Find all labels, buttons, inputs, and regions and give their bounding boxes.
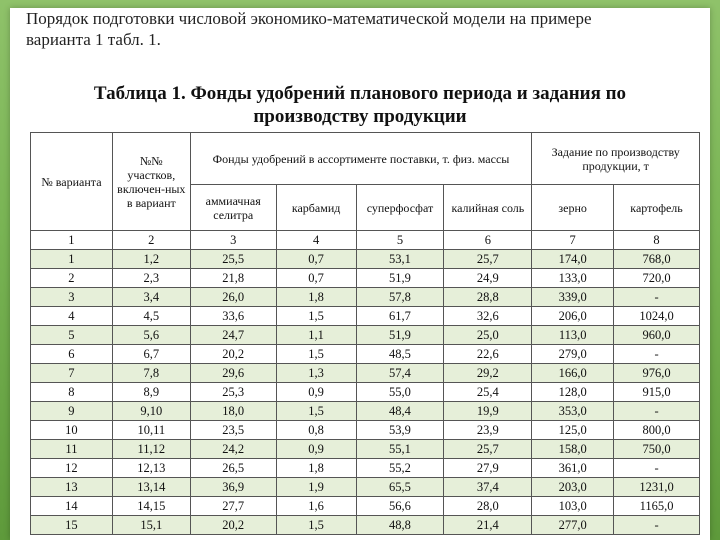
table-cell: 55,2 [356,459,444,478]
table-row [31,478,700,497]
table-cell: - [614,402,700,421]
table-cell: 1,2 [112,250,190,269]
table-cell: 768,0 [614,250,700,269]
table-cell: 125,0 [532,421,614,440]
table-row [31,440,700,459]
table-cell: 12,13 [112,459,190,478]
table-row [31,269,700,288]
table-row [31,345,700,364]
table-row [31,516,700,535]
header-potassium: калийная соль [444,185,532,231]
table-cell: 15 [31,516,113,535]
table-cell: 11 [31,440,113,459]
table-cell: 174,0 [532,250,614,269]
table-cell: 5 [31,326,113,345]
table-cell: 51,9 [356,326,444,345]
table-cell: 25,7 [444,440,532,459]
table-cell: 361,0 [532,459,614,478]
table-cell: 29,6 [190,364,276,383]
header-variant: № варианта [31,133,113,231]
table-cell: 0,9 [276,383,356,402]
table-cell: 37,4 [444,478,532,497]
table-cell: 36,9 [190,478,276,497]
table-cell: 5,6 [112,326,190,345]
table-body [31,231,700,535]
column-number-cell: 1 [31,231,113,250]
table-cell: 6 [31,345,113,364]
header-plots: №№ участков, включен-ных в вариант [112,133,190,231]
table-row [31,497,700,516]
table-cell: 25,5 [190,250,276,269]
header-funds-group: Фонды удобрений в ассортименте поставки, т. физ. массы [190,133,532,185]
table-cell: - [614,288,700,307]
table-cell: 33,6 [190,307,276,326]
table-cell: 1,5 [276,516,356,535]
table-cell: - [614,459,700,478]
table-cell: 0,9 [276,440,356,459]
table-cell: 915,0 [614,383,700,402]
table-row [31,326,700,345]
table-cell: 29,2 [444,364,532,383]
header-potato: картофель [614,185,700,231]
table-cell: 55,0 [356,383,444,402]
intro-line-1: Порядок подготовки числовой экономико-математической модели на примере [26,9,592,28]
table-cell: 2,3 [112,269,190,288]
table-cell: 8,9 [112,383,190,402]
table-cell: 15,1 [112,516,190,535]
table-cell: 353,0 [532,402,614,421]
table-cell: 103,0 [532,497,614,516]
header-urea: карбамид [276,185,356,231]
table-row [31,288,700,307]
table-cell: 48,8 [356,516,444,535]
table-cell: 203,0 [532,478,614,497]
table-cell: 23,5 [190,421,276,440]
table-cell: 3,4 [112,288,190,307]
table-cell: 24,9 [444,269,532,288]
table-cell: 28,8 [444,288,532,307]
table-cell: 279,0 [532,345,614,364]
table-cell: 8 [31,383,113,402]
table-cell: 128,0 [532,383,614,402]
table-cell: 1,8 [276,288,356,307]
table-cell: 1231,0 [614,478,700,497]
table-cell: 800,0 [614,421,700,440]
table-cell: 3 [31,288,113,307]
table-cell: 4 [31,307,113,326]
table-cell: 14,15 [112,497,190,516]
header-grain: зерно [532,185,614,231]
table-cell: 158,0 [532,440,614,459]
column-number-cell: 7 [532,231,614,250]
table-cell: 26,5 [190,459,276,478]
table-cell: 1 [31,250,113,269]
table-cell: 1,3 [276,364,356,383]
table-cell: 9,10 [112,402,190,421]
table-heading [0,82,720,128]
table-row [31,364,700,383]
table-cell: 28,0 [444,497,532,516]
table-row [31,402,700,421]
table-cell: 65,5 [356,478,444,497]
table-cell: 1,6 [276,497,356,516]
table-cell: 0,7 [276,269,356,288]
table-cell: 32,6 [444,307,532,326]
table-cell: 4,5 [112,307,190,326]
table-cell: 1,5 [276,345,356,364]
column-number-cell: 4 [276,231,356,250]
column-number-row [31,231,700,250]
header-superphosphate: суперфосфат [356,185,444,231]
table-cell: 277,0 [532,516,614,535]
header-task-group: Задание по производству продукции, т [532,133,700,185]
table-cell: 2 [31,269,113,288]
table-cell: 1024,0 [614,307,700,326]
table-cell: 57,8 [356,288,444,307]
table-cell: 57,4 [356,364,444,383]
table-cell: 55,1 [356,440,444,459]
table-cell: 25,7 [444,250,532,269]
table-cell: 0,8 [276,421,356,440]
column-number-cell: 3 [190,231,276,250]
table-row [31,250,700,269]
column-number-cell: 5 [356,231,444,250]
table-cell: 1,8 [276,459,356,478]
table-cell: 113,0 [532,326,614,345]
table-row [31,383,700,402]
heading-line-2: производству продукции [253,106,467,127]
table-cell: 9 [31,402,113,421]
table-cell: 1,5 [276,307,356,326]
column-number-cell: 2 [112,231,190,250]
table-cell: 12 [31,459,113,478]
table-cell: 19,9 [444,402,532,421]
table-cell: 22,6 [444,345,532,364]
table-cell: 53,1 [356,250,444,269]
table-cell: 11,12 [112,440,190,459]
table-row [31,459,700,478]
table-cell: 27,7 [190,497,276,516]
table-cell: 960,0 [614,326,700,345]
fertilizer-table [30,132,700,535]
table-cell: 976,0 [614,364,700,383]
table-row [31,421,700,440]
table-cell: 750,0 [614,440,700,459]
table-cell: 26,0 [190,288,276,307]
table-cell: 25,4 [444,383,532,402]
table-row [31,307,700,326]
table-cell: 10 [31,421,113,440]
column-number-cell: 8 [614,231,700,250]
table-cell: 6,7 [112,345,190,364]
table-cell: 166,0 [532,364,614,383]
table-cell: 25,3 [190,383,276,402]
table-cell: 56,6 [356,497,444,516]
table-cell: 20,2 [190,516,276,535]
table-cell: 339,0 [532,288,614,307]
table-cell: 24,2 [190,440,276,459]
table-cell: 61,7 [356,307,444,326]
table-cell: 20,2 [190,345,276,364]
column-number-cell: 6 [444,231,532,250]
table-cell: 53,9 [356,421,444,440]
table-cell: 51,9 [356,269,444,288]
table-cell: 1,1 [276,326,356,345]
table-cell: 23,9 [444,421,532,440]
table-cell: 25,0 [444,326,532,345]
table-cell: 13,14 [112,478,190,497]
table-cell: 18,0 [190,402,276,421]
table-cell: 7 [31,364,113,383]
table-cell: 7,8 [112,364,190,383]
table-cell: 133,0 [532,269,614,288]
table-cell: 27,9 [444,459,532,478]
table-cell: 14 [31,497,113,516]
intro-line-2: варианта 1 табл. 1. [26,30,161,49]
table-cell: 1165,0 [614,497,700,516]
table-cell: 10,11 [112,421,190,440]
table-cell: 24,7 [190,326,276,345]
table-cell: 48,5 [356,345,444,364]
table-cell: 21,4 [444,516,532,535]
table-cell: - [614,345,700,364]
table-cell: 13 [31,478,113,497]
table-cell: 48,4 [356,402,444,421]
heading-line-1: Таблица 1. Фонды удобрений планового периода и задания по [93,83,627,104]
table-cell: 1,5 [276,402,356,421]
table-cell: 720,0 [614,269,700,288]
table-cell: 0,7 [276,250,356,269]
intro-text [26,8,686,50]
table-cell: 21,8 [190,269,276,288]
table-cell: - [614,516,700,535]
header-ammonium: аммиачная селитра [190,185,276,231]
table-cell: 206,0 [532,307,614,326]
table-cell: 1,9 [276,478,356,497]
